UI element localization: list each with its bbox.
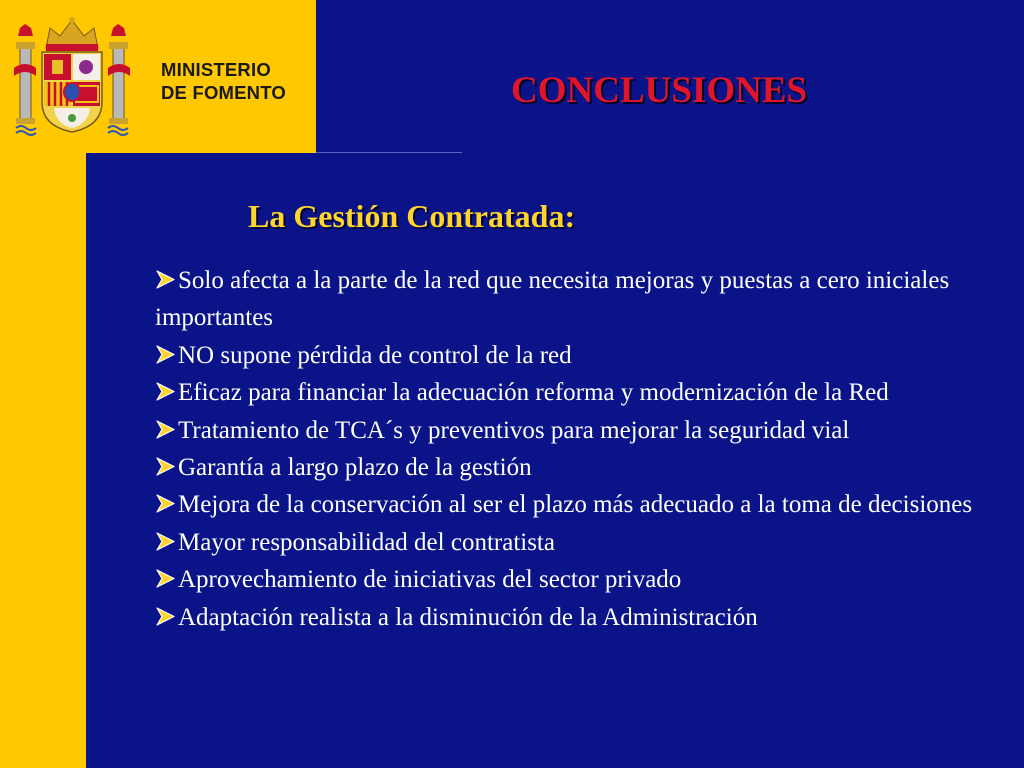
slide-subtitle: La Gestión Contratada:	[248, 198, 576, 234]
bullet-text: Solo afecta a la parte de la red que necesita mejoras y puestas a cero iniciales importantes	[155, 267, 950, 332]
arrow-bullet-icon	[155, 344, 176, 365]
bullet-item	[155, 561, 1015, 598]
bullet-text: Garantía a largo plazo de la gestión	[178, 454, 532, 482]
ministry-name	[161, 58, 286, 104]
bullet-text: Aprovechamiento de iniciativas del sector privado	[178, 566, 682, 594]
slide-title: CONCLUSIONES	[511, 70, 808, 111]
header-divider	[316, 152, 462, 153]
bullet-item	[155, 486, 1015, 523]
arrow-bullet-icon	[155, 381, 176, 402]
bullet-list	[155, 262, 1015, 636]
bullet-text: Mejora de la conservación al ser el plazo más adecuado a la toma de decisiones	[178, 491, 973, 519]
bullet-item	[155, 374, 1015, 411]
bullet-item	[155, 412, 1015, 449]
bullet-item	[155, 262, 1015, 337]
bullet-text: Mayor responsabilidad del contratista	[178, 528, 555, 556]
bullet-item	[155, 524, 1015, 561]
ministry-line-1: MINISTERIO	[161, 59, 271, 80]
arrow-bullet-icon	[155, 568, 176, 589]
ministry-logo-box	[0, 0, 316, 153]
arrow-bullet-icon	[155, 456, 176, 477]
bullet-item	[155, 449, 1015, 486]
bullet-text: NO supone pérdida de control de la red	[178, 341, 572, 369]
arrow-bullet-icon	[155, 269, 176, 290]
arrow-bullet-icon	[155, 419, 176, 440]
bullet-item	[155, 337, 1015, 374]
bullet-item	[155, 599, 1015, 636]
bullet-text: Adaptación realista a la disminución de la Administración	[178, 603, 758, 631]
arrow-bullet-icon	[155, 606, 176, 627]
spain-coat-of-arms-icon	[14, 14, 130, 136]
ministry-line-2: DE FOMENTO	[161, 82, 286, 103]
bullet-text: Tratamiento de TCA´s y preventivos para mejorar la seguridad vial	[178, 416, 850, 444]
arrow-bullet-icon	[155, 531, 176, 552]
arrow-bullet-icon	[155, 493, 176, 514]
bullet-text: Eficaz para financiar la adecuación reforma y modernización de la Red	[178, 379, 889, 407]
